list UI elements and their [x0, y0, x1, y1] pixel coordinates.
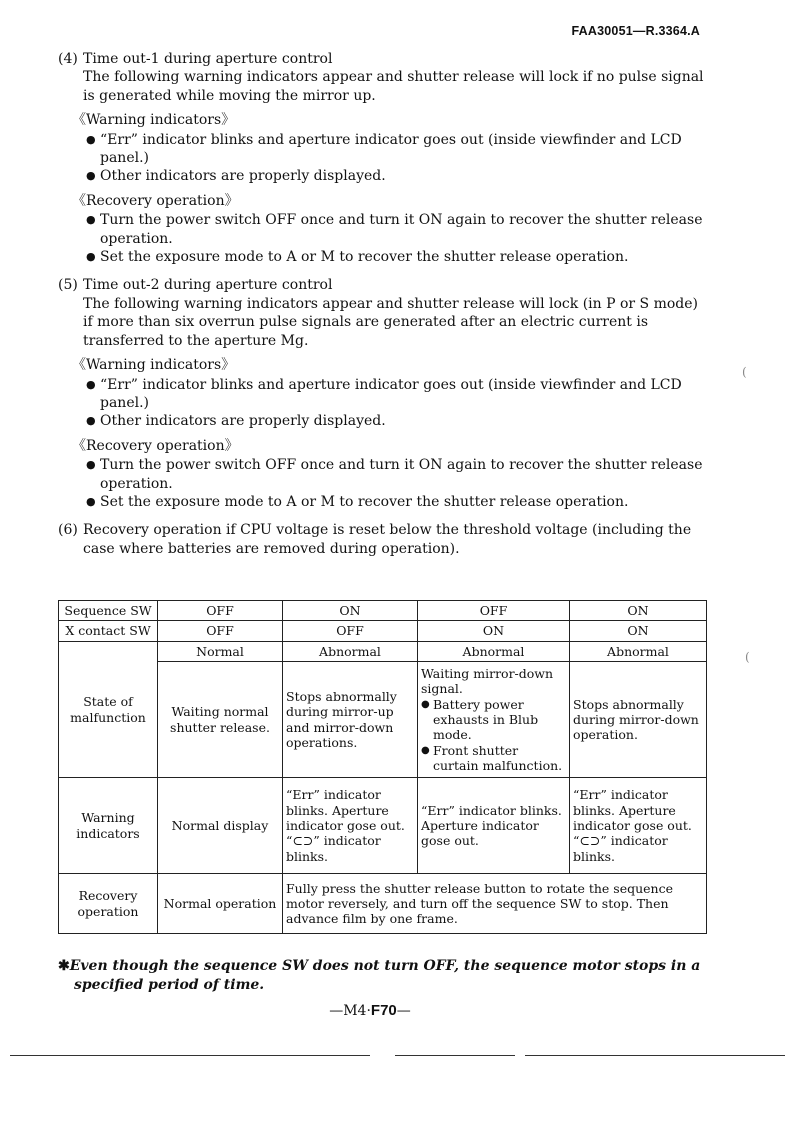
section-number: (6) [58, 522, 78, 539]
list-item: ● Turn the power switch OFF once and turn it ON again to recover the shutter release operation. [86, 456, 708, 493]
table-row [59, 621, 707, 641]
table-cell: Abnormal [418, 641, 570, 661]
warning-indicators-heading: 《Warning indicators》 [72, 112, 236, 129]
list-item: ● Other indicators are properly displayed. [86, 412, 708, 430]
margin-mark: ( [742, 365, 747, 379]
warning-list [58, 376, 708, 431]
list-item: ● Battery power exhausts in Blub mode. [421, 697, 566, 743]
table-cell: ON [418, 621, 570, 641]
table-row [59, 778, 707, 874]
section-title: Time out-2 during aperture control [83, 277, 333, 294]
recovery-list [58, 211, 708, 266]
divider [525, 1055, 785, 1056]
table-cell [418, 662, 570, 778]
warning-indicators-heading: 《Warning indicators》 [72, 357, 236, 374]
table-cell: Normal display [158, 778, 283, 874]
page-number-suffix: — [396, 1003, 411, 1019]
row-header: Sequence SW [59, 601, 158, 621]
table-row [59, 641, 707, 661]
model-name: F70 [370, 1002, 397, 1019]
table-cell: Fully press the shutter release button to rotate the sequence motor reversely, and turn off the sequence SW to stop. Then advance film by one frame. [283, 874, 707, 934]
footnote-line: Even though the sequence SW does not turn OFF, the sequence motor stops in a [69, 958, 701, 974]
table-row [59, 874, 707, 934]
main-content [58, 50, 708, 568]
section-6 [58, 521, 708, 558]
divider [190, 1055, 370, 1056]
table-cell: OFF [283, 621, 418, 641]
asterisk-icon: ✱ [58, 958, 70, 974]
recovery-table [58, 600, 707, 934]
list-item: ● Front shutter curtain malfunction. [421, 743, 566, 774]
section-intro: The following warning indicators appear and shutter release will lock if no pulse signal is generated while moving the mirror up. [83, 69, 704, 104]
cell-list [421, 697, 566, 774]
table-cell: “Err” indicator blinks. Aperture indicator gose out. [418, 778, 570, 874]
section-5 [58, 276, 708, 511]
list-item: ● Set the exposure mode to A or M to recover the shutter release operation. [86, 248, 708, 266]
table-cell: “Err” indicator blinks. Aperture indicator gose out. “⊂⊃” indicator blinks. [283, 778, 418, 874]
list-item: ● Turn the power switch OFF once and turn it ON again to recover the shutter release operation. [86, 211, 708, 248]
document-code: FAA30051—R.3364.A [571, 24, 700, 38]
table-cell: Normal [158, 641, 283, 661]
recovery-operation-heading: 《Recovery operation》 [72, 437, 239, 454]
table-cell: OFF [158, 601, 283, 621]
footnote-line: specified period of time. [74, 977, 265, 993]
table-cell: Normal operation [158, 874, 283, 934]
table-row [59, 601, 707, 621]
section-4 [58, 50, 708, 266]
table-cell: Abnormal [283, 641, 418, 661]
table-cell: Abnormal [570, 641, 707, 661]
row-header: State of malfunction [59, 641, 158, 777]
section-number: (4) [58, 51, 78, 67]
row-header: X contact SW [59, 621, 158, 641]
section-number: (5) [58, 277, 78, 294]
table-cell: Stops abnormally during mirror-up and mirror-down operations. [283, 662, 418, 778]
table-cell: Waiting normal shutter release. [158, 662, 283, 778]
section-text: Recovery operation if CPU voltage is reset below the threshold voltage (including the case where batteries are removed during operation). [83, 522, 692, 557]
row-header: Recovery operation [59, 874, 158, 934]
section-intro: The following warning indicators appear and shutter release will lock (in P or S mode) if more than six overrun pulse signals are generated after an electric current is transferred to the aperture Mg. [83, 295, 698, 349]
row-header: Warning indicators [59, 778, 158, 874]
page-number: —M4· [329, 1003, 371, 1019]
list-item: ● Other indicators are properly displayed. [86, 167, 708, 185]
list-item: ● “Err” indicator blinks and aperture indicator goes out (inside viewfinder and LCD panel.) [86, 376, 708, 413]
cell-heading: Waiting mirror-down signal. [421, 665, 554, 697]
warning-list [58, 131, 708, 186]
table-cell: Stops abnormally during mirror-down operation. [570, 662, 707, 778]
divider [395, 1055, 515, 1056]
section-title: Time out-1 during aperture control [83, 51, 333, 67]
table-cell: OFF [158, 621, 283, 641]
recovery-list [58, 456, 708, 511]
footnote [58, 957, 708, 995]
table-cell: ON [283, 601, 418, 621]
table-cell: ON [570, 621, 707, 641]
list-item: ● Set the exposure mode to A or M to recover the shutter release operation. [86, 493, 708, 511]
list-item: ● “Err” indicator blinks and aperture indicator goes out (inside viewfinder and LCD panel.) [86, 131, 708, 168]
table-cell: ON [570, 601, 707, 621]
margin-mark: ( [745, 650, 750, 664]
divider [10, 1055, 190, 1056]
recovery-operation-heading: 《Recovery operation》 [72, 192, 239, 209]
table-cell: OFF [418, 601, 570, 621]
table-cell: “Err” indicator blinks. Aperture indicator gose out. “⊂⊃” indicator blinks. [570, 778, 707, 874]
page-footer [0, 1002, 740, 1019]
